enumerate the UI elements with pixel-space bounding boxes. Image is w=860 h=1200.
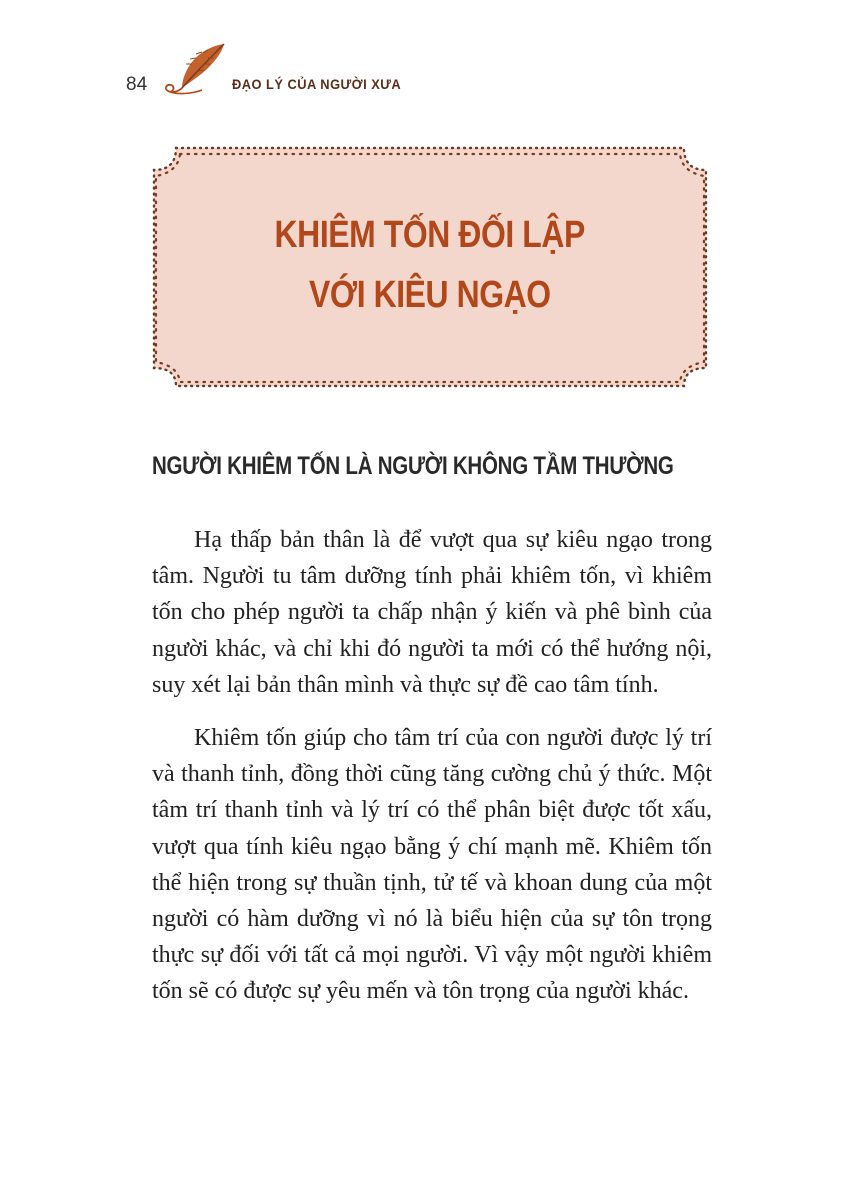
paragraph: Khiêm tốn giúp cho tâm trí của con người được lý trí và thanh tỉnh, đồng thời cũng tăng cường chủ ý thức. Một tâm trí thanh tỉnh và lý trí có thể phân biệt được tốt xấu, vượt qua tính kiêu ngạo bằng ý chí mạnh mẽ. Khiêm tốn thể hiện trong sự thuần tịnh, tử tế và khoan dung của một người có hàm dưỡng vì nó là biểu hiện của sự tôn trọng thực sự đối với tất cả mọi người. Vì vậy một người khiêm tốn sẽ có được sự yêu mến và tôn trọng của người khác. <box>152 725 712 1005</box>
paragraph: Hạ thấp bản thân là để vượt qua sự kiêu ngạo trong tâm. Người tu tâm dưỡng tính phải khiêm tốn, vì khiêm tốn cho phép người ta chấp nhận ý kiến và phê bình của người khác, và chỉ khi đó người ta mới có thể hướng nội, suy xét lại bản thân mình và thực sự đề cao tâm tính. <box>152 527 712 698</box>
page-number: 84 <box>126 74 148 95</box>
chapter-title <box>146 140 714 390</box>
quill-feather-icon <box>162 40 232 100</box>
book-title: ĐẠO LÝ CỦA NGƯỜI XƯA <box>232 76 402 92</box>
section-heading: NGƯỜI KHIÊM TỐN LÀ NGƯỜI KHÔNG TẦM THƯỜNG <box>152 452 674 480</box>
page-header <box>126 40 526 110</box>
chapter-title-line-1: KHIÊM TỐN ĐỐI LẬP <box>274 214 586 256</box>
chapter-title-box <box>146 140 714 390</box>
chapter-title-line-2: VỚI KIÊU NGẠO <box>309 274 551 316</box>
body-text <box>152 522 712 1027</box>
